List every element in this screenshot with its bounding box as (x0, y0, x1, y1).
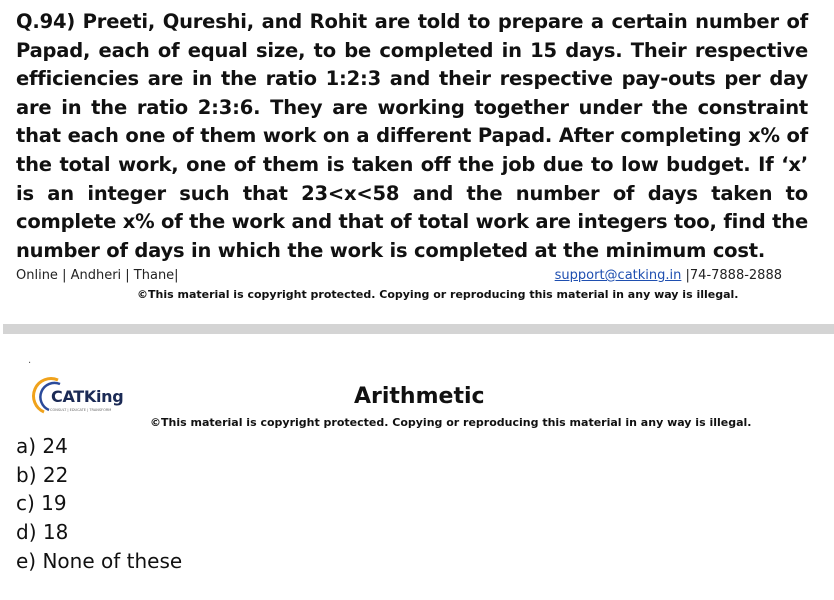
footer-phone: |74-7888-2888 (681, 268, 782, 283)
logo-tagline: CONSULT | EDUCATE | TRANSFORM (50, 408, 112, 412)
catking-logo (28, 372, 128, 416)
option-e: e) None of these (16, 548, 183, 573)
question-text: Q.94) Preeti, Qureshi, and Rohit are told to prepare a certain number of Papad, each of equal size, to be completed in 15 days. Their respective efficiencies are in the ratio 1:2:3 and their respective pay-outs per day are in the ratio 2:3:6. They are working together under the constraint that each one of them work on a different Papad. After completing x% of the total work, one of them is taken off the job due to low budget. If ‘x’ is an integer such that 23<x<58 and the number of days taken to complete x% of the work and that of total work are integers too, find the number of days in which the work is completed at the minimum cost. (16, 10, 808, 262)
footer-locations: Online | Andheri | Thane| (16, 268, 179, 283)
section-title: Arithmetic (354, 384, 485, 409)
footer-contact (555, 268, 782, 283)
footer-copyright: ©This material is copyright protected. Copying or reproducing this material in any way is illegal. (137, 288, 739, 301)
page-separator (3, 324, 834, 334)
option-b: b) 22 (16, 462, 69, 487)
page-footer (16, 268, 782, 286)
logo-text: CATKing (51, 387, 124, 406)
page-dot: . (28, 355, 32, 366)
header-copyright: ©This material is copyright protected. Copying or reproducing this material in any way is illegal. (150, 416, 752, 429)
support-email-link[interactable]: support@catking.in (554, 268, 682, 283)
option-a: a) 24 (16, 434, 68, 458)
option-c: c) 19 (16, 491, 67, 516)
option-d: d) 18 (16, 520, 69, 545)
answer-options (16, 432, 182, 576)
